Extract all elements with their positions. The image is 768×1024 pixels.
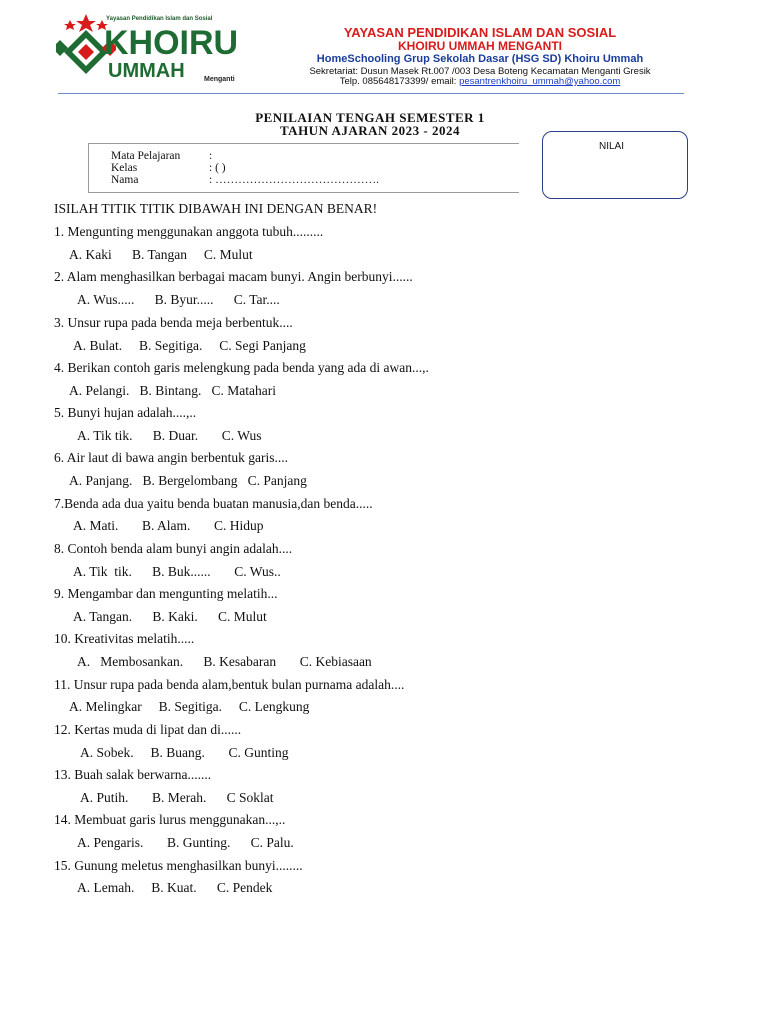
question-7: 7.Benda ada dua yaitu benda buatan manusia,dan benda..... xyxy=(54,496,373,511)
header-divider xyxy=(58,93,684,94)
subject-field xyxy=(111,150,212,162)
class-value: : ( ) xyxy=(209,162,226,174)
question-3: 3. Unsur rupa pada benda meja berbentuk.... xyxy=(54,315,293,330)
answer-options-9: A. Tangan. B. Kaki. C. Mulut xyxy=(73,609,267,624)
header-phone: Telp. 085648173399/ email: xyxy=(339,76,460,87)
answer-options-3: A. Bulat. B. Segitiga. C. Segi Panjang xyxy=(73,338,306,353)
answer-options-5: A. Tik tik. B. Duar. C. Wus xyxy=(77,428,262,443)
answer-options-11: A. Melingkar B. Segitiga. C. Lengkung xyxy=(69,699,310,714)
name-field xyxy=(111,174,379,186)
question-12: 12. Kertas muda di lipat dan di...... xyxy=(54,722,242,737)
question-6: 6. Air laut di bawa angin berbentuk garis.... xyxy=(54,450,288,465)
logo-tagline: Menganti xyxy=(204,76,235,83)
answer-options-8: A. Tik tik. B. Buk...... C. Wus.. xyxy=(73,564,281,579)
subject-label: Mata Pelajaran xyxy=(111,150,181,162)
header-institution-name: KHOIRU UMMAH MENGANTI xyxy=(398,39,562,53)
class-field xyxy=(111,162,226,174)
question-9: 9. Mengambar dan mengunting melatih... xyxy=(54,586,278,601)
header-address: Sekretariat: Dusun Masek Rt.007 /003 Desa Boteng Kecamatan Menganti Gresik xyxy=(309,66,651,77)
answer-options-6: A. Panjang. B. Bergelombang C. Panjang xyxy=(69,473,307,488)
question-15: 15. Gunung meletus menghasilkan bunyi........ xyxy=(54,858,303,873)
answer-options-13: A. Putih. B. Merah. C Soklat xyxy=(80,790,274,805)
logo-subtitle: Yayasan Pendidikan Islam dan Sosial xyxy=(106,16,213,22)
name-value: : ……………………………………. xyxy=(209,174,379,186)
header-email-link[interactable]: pesantrenkhoiru_ummah@yahoo.com xyxy=(459,76,621,87)
logo-word-ummah: UMMAH xyxy=(108,60,185,82)
score-label: NILAI xyxy=(599,141,625,152)
header-foundation-name: YAYASAN PENDIDIKAN ISLAM DAN SOSIAL xyxy=(343,25,617,40)
name-label: Nama xyxy=(111,174,139,186)
answer-options-10: A. Membosankan. B. Kesabaran C. Kebiasaan xyxy=(77,654,372,669)
instruction-text: ISILAH TITIK TITIK DIBAWAH INI DENGAN BENAR! xyxy=(54,201,378,216)
answer-options-14: A. Pengaris. B. Gunting. C. Palu. xyxy=(77,835,294,850)
question-2: 2. Alam menghasilkan berbagai macam bunyi. Angin berbunyi...... xyxy=(54,269,413,284)
answer-options-12: A. Sobek. B. Buang. C. Gunting xyxy=(80,745,289,760)
question-8: 8. Contoh benda alam bunyi angin adalah.... xyxy=(54,541,293,556)
question-5: 5. Bunyi hujan adalah....,.. xyxy=(54,405,197,420)
answer-options-2: A. Wus..... B. Byur..... C. Tar.... xyxy=(77,292,280,307)
header-school-name: HomeSchooling Grup Sekolah Dasar (HSG SD) Khoiru Ummah xyxy=(316,53,644,65)
question-13: 13. Buah salak berwarna....... xyxy=(54,767,212,782)
score-box xyxy=(542,131,688,199)
question-11: 11. Unsur rupa pada benda alam,bentuk bulan purnama adalah.... xyxy=(54,677,405,692)
question-14: 14. Membuat garis lurus menggunakan...,.. xyxy=(54,812,286,827)
header-contact xyxy=(280,76,680,87)
logo-word-khoiru: KHOIRU xyxy=(104,24,239,62)
exam-year: TAHUN AJARAN 2023 - 2024 xyxy=(279,123,461,138)
answer-options-4: A. Pelangi. B. Bintang. C. Matahari xyxy=(69,383,276,398)
answer-options-1: A. Kaki B. Tangan C. Mulut xyxy=(69,247,253,262)
answer-options-15: A. Lemah. B. Kuat. C. Pendek xyxy=(77,880,273,895)
answer-options-7: A. Mati. B. Alam. C. Hidup xyxy=(73,518,264,533)
subject-value: : xyxy=(209,150,213,162)
question-1: 1. Mengunting menggunakan anggota tubuh......... xyxy=(54,224,324,239)
exam-title: PENILAIAN TENGAH SEMESTER 1 xyxy=(255,110,485,125)
question-10: 10. Kreativitas melatih..... xyxy=(54,631,195,646)
class-label: Kelas xyxy=(111,162,138,174)
question-4: 4. Berikan contoh garis melengkung pada benda yang ada di awan...,. xyxy=(54,360,429,375)
